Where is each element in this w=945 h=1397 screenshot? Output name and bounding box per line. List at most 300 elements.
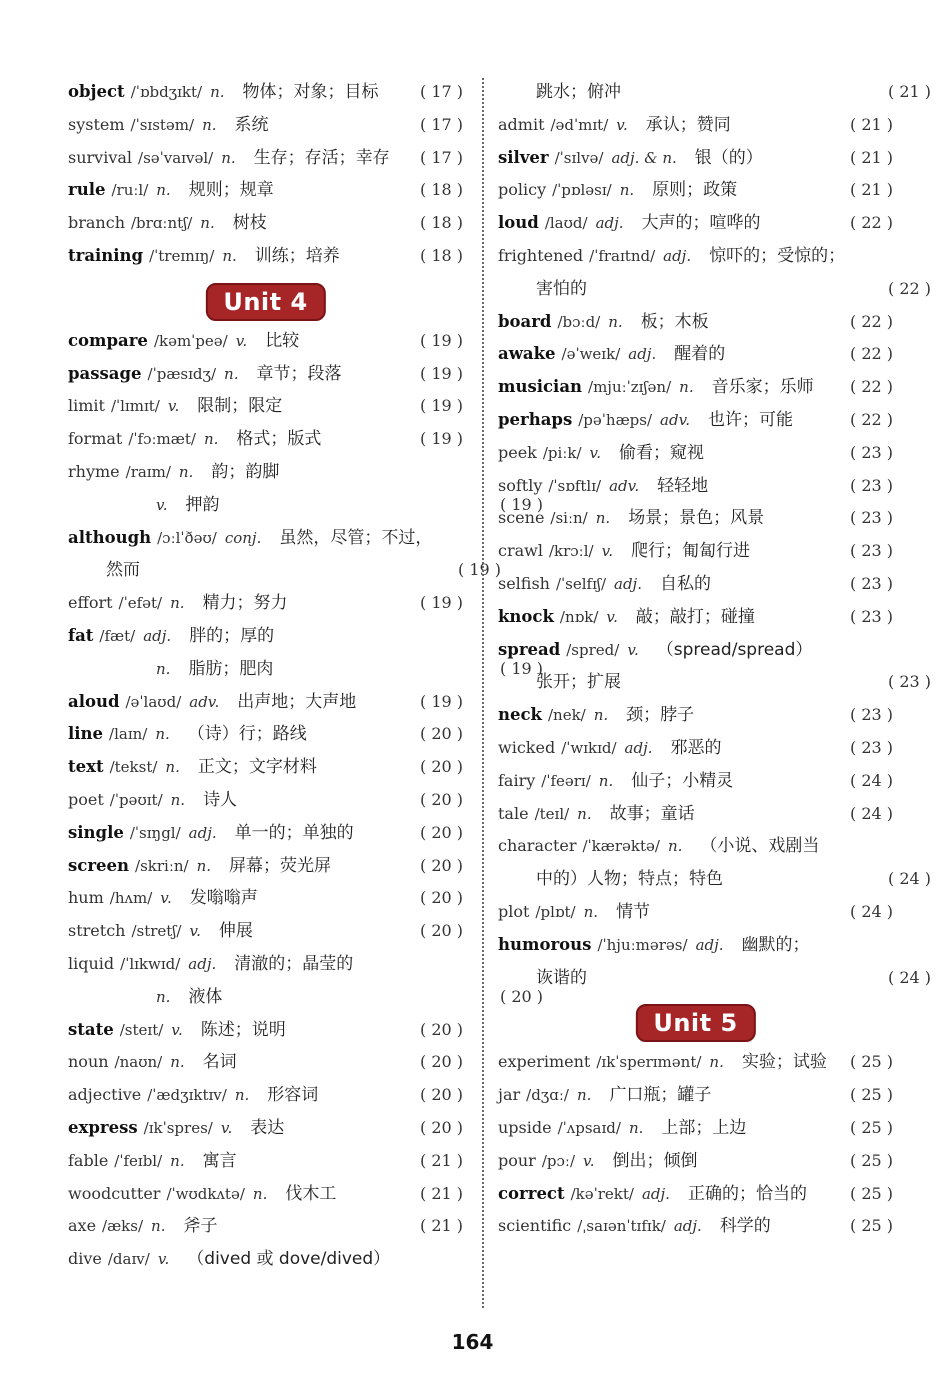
entry-meaning: 正确的；恰当的 [687, 1183, 807, 1204]
entry-phonetic: /pəˈhæps/ [578, 411, 653, 429]
entry-word: rhyme [68, 462, 120, 481]
vocab-entry [498, 504, 893, 532]
entry-word: woodcutter [68, 1183, 161, 1203]
entry-phonetic: /ˈsɪlvə/ [554, 148, 604, 167]
entry-word: aloud [68, 691, 120, 711]
entry-pos: v. [160, 889, 172, 908]
entry-word: admit [498, 114, 545, 134]
entry-page-ref: ( 23 ) [849, 574, 893, 593]
entry-meaning: 物体；对象；目标 [242, 82, 379, 102]
vocab-entry [498, 1180, 893, 1208]
entry-phonetic: /əˈweɪk/ [561, 345, 621, 364]
entry-meaning: （诗）行；路线 [187, 724, 307, 745]
entry-pos: adj. [628, 345, 657, 364]
entry-page-ref: ( 20 ) [419, 790, 463, 809]
entry-phonetic: /ˈselfɪʃ/ [555, 575, 607, 593]
entry-phonetic: /ˌsaɪənˈtɪfɪk/ [577, 1217, 666, 1236]
vocab-entry [498, 570, 893, 598]
vocab-entry [68, 360, 463, 388]
entry-phonetic: /piːk/ [542, 443, 582, 462]
entry-pos: n. [178, 463, 194, 481]
vocab-entry [68, 1016, 463, 1044]
vocab-entry [498, 242, 893, 270]
entry-pos: n. [595, 509, 611, 528]
vocab-entry [68, 688, 463, 716]
entry-continuation [68, 491, 543, 519]
vocab-entry [498, 898, 893, 926]
entry-page-ref: ( 25 ) [849, 1150, 893, 1170]
entry-page-ref: ( 19 ) [419, 330, 463, 350]
vocab-entry [498, 832, 893, 860]
entry-page-ref: ( 24 ) [887, 869, 931, 889]
entry-pos: n. [224, 364, 239, 383]
entry-page-ref: ( 20 ) [419, 855, 463, 875]
vocab-entry [498, 701, 893, 729]
entry-phonetic: /hʌm/ [109, 889, 153, 908]
entry-phonetic: /teɪl/ [534, 804, 570, 823]
entry-meaning: （小说、戏剧当 [700, 836, 820, 857]
entry-pos: n. [709, 1053, 724, 1072]
entry-phonetic: /ˈpəʊɪt/ [109, 791, 163, 809]
entry-word: loud [498, 213, 539, 233]
entry-phonetic: /ruːl/ [111, 181, 149, 200]
entry-page-ref: ( 22 ) [849, 311, 893, 331]
entry-word: although [68, 527, 152, 547]
entry-pos: n. [200, 214, 215, 233]
entry-pos: n. [593, 706, 609, 725]
entry-word: frightened [498, 246, 584, 265]
entry-word: tale [498, 803, 529, 823]
entry-meaning: 章节；段落 [256, 363, 342, 384]
entry-word: effort [68, 593, 113, 613]
entry-page-ref: ( 20 ) [419, 921, 463, 941]
entry-phonetic: /səˈvaɪvəl/ [138, 148, 214, 167]
entry-meaning: 限制；限定 [197, 396, 283, 417]
entry-meaning: 张开；扩展 [536, 672, 621, 693]
entry-meaning: 寓言 [202, 1150, 237, 1171]
entry-phonetic: /ədˈmɪt/ [550, 115, 609, 134]
entry-meaning: 出声地；大声地 [237, 691, 357, 712]
entry-phonetic: /steɪt/ [119, 1020, 164, 1039]
vocab-entry [498, 111, 893, 139]
entry-phonetic: /ˈsɪstəm/ [130, 115, 195, 134]
entry-meaning: 脂肪；肥肉 [188, 658, 274, 679]
vocab-entry [68, 392, 463, 420]
entry-continuation [68, 983, 543, 1011]
entry-word: fable [68, 1150, 109, 1170]
entry-continuation [68, 655, 543, 683]
entry-meaning: （dived 或 dove/dived） [187, 1249, 391, 1270]
entry-word: text [68, 757, 104, 777]
entry-word: noun [68, 1052, 109, 1072]
entry-page-ref: ( 21 ) [419, 1216, 463, 1236]
entry-phonetic: /ˈefət/ [118, 594, 163, 613]
entry-page-ref: ( 25 ) [849, 1085, 893, 1105]
entry-page-ref: ( 18 ) [419, 246, 463, 265]
entry-meaning: 大声的；喧哗的 [641, 213, 761, 234]
vocab-entry [68, 786, 463, 814]
entry-page-ref: ( 25 ) [849, 1118, 893, 1137]
entry-pos: adj. [673, 1217, 702, 1236]
entry-meaning: 情节 [616, 902, 650, 922]
entry-pos: v. [157, 1250, 170, 1269]
entry-word: stretch [68, 921, 126, 941]
entry-pos: n. [619, 181, 635, 200]
entry-word: training [68, 246, 144, 265]
vocab-entry [68, 852, 463, 880]
entry-meaning: 颈；脖子 [626, 705, 695, 726]
entry-page-ref: ( 21 ) [419, 1183, 463, 1203]
entry-phonetic: /ˈlɪmɪt/ [110, 397, 160, 416]
entry-page-ref: ( 18 ) [419, 213, 463, 233]
entry-pos: adj. [595, 214, 624, 233]
vocab-entry [498, 373, 893, 401]
entry-pos: adj. [143, 627, 172, 645]
vocab-entry [498, 767, 893, 795]
entry-phonetic: /siːn/ [550, 509, 588, 528]
entry-page-ref: ( 18 ) [419, 180, 463, 200]
vocab-entry [68, 950, 463, 978]
entry-page-ref: ( 21 ) [419, 1150, 463, 1170]
entry-pos: n. [583, 903, 598, 921]
entry-pos: n. [667, 837, 683, 856]
entry-phonetic: /ˈædʒɪktɪv/ [147, 1086, 227, 1105]
vocab-entry [498, 1147, 893, 1175]
entry-word: format [68, 429, 123, 449]
entry-meaning: 训练；培养 [254, 246, 340, 266]
entry-meaning: 实验；试验 [741, 1052, 827, 1073]
entry-meaning: 伐木工 [285, 1183, 337, 1204]
entry-page-ref: ( 23 ) [887, 672, 931, 692]
entry-phonetic: /ˈpɒləsɪ/ [552, 181, 612, 200]
entry-page-ref: ( 19 ) [457, 560, 501, 580]
entry-word: character [498, 836, 577, 856]
entry-meaning: 也许；可能 [708, 410, 794, 430]
entry-pos: v. [589, 443, 601, 462]
entry-meaning: 爬行；匍匐行进 [631, 541, 751, 562]
entry-word: humorous [498, 934, 592, 954]
entry-meaning: 陈述；说明 [200, 1019, 286, 1040]
entry-word: fat [68, 626, 94, 645]
entry-pos: adj. [641, 1184, 670, 1203]
entry-word: poet [68, 790, 104, 809]
vocab-entry [498, 800, 893, 828]
column-divider [482, 78, 484, 1308]
entry-pos: n. [679, 378, 694, 397]
entry-phonetic: /nek/ [547, 706, 586, 725]
vocab-entry [498, 1081, 893, 1109]
entry-pos: v. [235, 331, 248, 350]
vocab-entry [68, 720, 463, 748]
entry-phonetic: /nɒk/ [559, 607, 599, 626]
entry-page-ref: ( 25 ) [849, 1183, 893, 1203]
entry-phonetic: /bɔːd/ [557, 312, 601, 331]
entry-page-ref: ( 23 ) [849, 541, 893, 561]
entry-continuation [498, 275, 931, 303]
entry-page-ref: ( 22 ) [849, 410, 893, 429]
entry-phonetic: /ˈsɒftlɪ/ [548, 476, 602, 495]
entry-phonetic: /kəˈrekt/ [570, 1184, 634, 1203]
entry-pos: conj. [224, 528, 262, 547]
entry-page-ref: ( 25 ) [849, 1052, 893, 1072]
entry-word: musician [498, 377, 583, 397]
entry-pos: n. [156, 659, 171, 678]
entry-pos: v. [220, 1119, 233, 1137]
entry-pos: v. [167, 397, 180, 416]
entry-word: perhaps [498, 410, 573, 429]
entry-page-ref: ( 24 ) [849, 902, 893, 921]
entry-pos: n. [151, 1217, 166, 1236]
vocab-entry [68, 458, 463, 486]
entry-phonetic: /brɑːntʃ/ [131, 214, 193, 233]
entry-meaning: 发嗡嗡声 [189, 888, 258, 909]
entry-meaning: 倒出；倾倒 [612, 1150, 698, 1171]
entry-meaning: 板；木板 [640, 311, 709, 332]
entry-phonetic: /əˈlaʊd/ [125, 692, 182, 711]
vocab-entry [498, 734, 893, 762]
entry-meaning: 形容词 [267, 1085, 319, 1106]
entry-meaning: 广口瓶；罐子 [609, 1085, 712, 1106]
entry-meaning: 正文；文字材料 [197, 757, 317, 778]
entry-phonetic: /mjuːˈzɪʃən/ [588, 378, 672, 397]
entry-pos: n. [156, 181, 171, 200]
entry-phonetic: /skriːn/ [135, 856, 189, 875]
entry-word: silver [498, 147, 549, 167]
entry-word: object [68, 82, 125, 101]
entry-meaning: 敲；敲打；碰撞 [635, 606, 755, 627]
entry-page-ref: ( 19 ) [419, 691, 463, 711]
entry-pos: n. [156, 987, 171, 1006]
entry-pos: n. [170, 594, 185, 613]
entry-continuation [498, 78, 931, 106]
entry-meaning: 惊吓的；受惊的； [709, 246, 846, 266]
entry-word: hum [68, 888, 104, 908]
entry-pos: adj. & n. [611, 148, 677, 167]
entry-pos: n. [196, 856, 212, 875]
vocab-entry [498, 537, 893, 565]
entry-word: scene [498, 508, 545, 528]
vocab-entry [498, 340, 893, 368]
vocab-entry [498, 636, 893, 664]
vocab-entry [68, 1180, 463, 1208]
entry-meaning: 邪恶的 [670, 738, 722, 758]
entry-pos: v. [171, 1020, 183, 1039]
entry-meaning: 比较 [265, 330, 300, 351]
vocab-entry [68, 753, 463, 781]
entry-page-ref: ( 21 ) [849, 147, 893, 167]
entry-word: dive [68, 1249, 102, 1269]
entry-meaning: 屏幕；荧光屏 [229, 855, 332, 876]
entry-page-ref: ( 17 ) [419, 147, 463, 167]
entry-meaning: 诗人 [203, 790, 238, 810]
entry-page-ref: ( 23 ) [849, 475, 893, 495]
entry-word: system [68, 114, 125, 134]
entry-pos: n. [203, 430, 219, 449]
entry-page-ref: ( 20 ) [419, 1118, 463, 1137]
entry-page-ref: ( 23 ) [849, 738, 893, 757]
entry-pos: n. [598, 771, 614, 790]
vocab-entry [498, 1048, 893, 1076]
entry-pos: n. [628, 1119, 644, 1137]
entry-meaning: 虽然，尽管；不过， [279, 527, 433, 548]
entry-phonetic: /fæt/ [99, 627, 136, 645]
entry-pos: adj. [624, 739, 653, 757]
entry-meaning: 精力；努力 [202, 593, 288, 614]
entry-pos: adj. [695, 935, 724, 954]
vocab-entry [68, 144, 463, 172]
entry-pos: adj. [614, 575, 642, 593]
entry-pos: n. [234, 1086, 250, 1105]
entry-phonetic: /spred/ [566, 640, 620, 659]
vocab-entry [498, 406, 893, 434]
entry-phonetic: /laʊd/ [544, 214, 588, 233]
vocab-entry [498, 603, 893, 631]
entry-page-ref: ( 23 ) [849, 442, 893, 462]
entry-word: awake [498, 344, 556, 364]
entry-phonetic: /ˈkærəktə/ [582, 837, 660, 856]
entry-continuation [68, 556, 501, 584]
entry-word: passage [68, 363, 142, 383]
entry-phonetic: /ˈsɪŋgl/ [129, 823, 181, 842]
entry-pos: n. [221, 148, 236, 167]
entry-page-ref: ( 20 ) [419, 1052, 463, 1072]
entry-continuation [498, 668, 931, 696]
entry-meaning: 音乐家；乐师 [711, 377, 814, 398]
entry-meaning: 场景；景色；风景 [628, 508, 765, 529]
entry-meaning: 中的）人物；特点；特色 [536, 869, 723, 890]
entry-page-ref: ( 22 ) [849, 344, 893, 364]
entry-phonetic: /ˈfeərɪ/ [541, 771, 591, 790]
entry-meaning: 害怕的 [536, 278, 587, 299]
entry-word: policy [498, 180, 547, 200]
entry-meaning: 名词 [202, 1052, 237, 1073]
entry-phonetic: /ˈtreɪnɪŋ/ [149, 247, 215, 265]
entry-pos: v. [627, 640, 639, 659]
entry-word: fairy [498, 770, 536, 790]
entry-page-ref: ( 19 ) [419, 593, 463, 613]
entry-meaning: 押韵 [185, 494, 220, 515]
entry-word: pour [498, 1150, 536, 1170]
entry-word: state [68, 1019, 114, 1039]
entry-page-ref: ( 23 ) [849, 508, 893, 528]
entry-pos: adj. [663, 247, 692, 265]
entry-page-ref: ( 21 ) [887, 82, 931, 101]
entry-meaning: 醒着的 [674, 344, 726, 365]
vocab-entry [68, 1048, 463, 1076]
entry-page-ref: ( 19 ) [419, 363, 463, 383]
entry-phonetic: /daɪv/ [107, 1250, 150, 1269]
entry-meaning: 清澈的；晶莹的 [234, 954, 354, 974]
entry-page-ref: ( 21 ) [849, 114, 893, 134]
entry-meaning: 幽默的； [741, 934, 810, 955]
entry-word: rule [68, 180, 106, 200]
entry-page-ref: ( 20 ) [419, 1085, 463, 1105]
entry-meaning: 上部；上边 [661, 1118, 747, 1138]
entry-meaning: 树枝 [232, 213, 267, 234]
vocab-entry [68, 622, 463, 650]
vocab-entry [68, 327, 463, 355]
entry-page-ref: ( 20 ) [499, 986, 543, 1006]
entry-meaning: 胖的；厚的 [189, 626, 275, 646]
entry-word: compare [68, 330, 148, 350]
entry-phonetic: /ɔːlˈðəʊ/ [157, 528, 217, 547]
vocab-entry [68, 78, 463, 106]
entry-phonetic: /ˈpæsɪdʒ/ [147, 364, 217, 383]
entry-phonetic: /ˈfɔːmæt/ [128, 430, 196, 449]
entry-page-ref: ( 19 ) [499, 494, 543, 514]
entry-page-ref: ( 24 ) [887, 967, 931, 987]
entry-pos: n. [170, 1151, 185, 1170]
entry-phonetic: /kəmˈpeə/ [153, 331, 228, 350]
entry-page-ref: ( 24 ) [849, 770, 893, 790]
entry-pos: n. [222, 247, 237, 265]
vocab-entry [68, 242, 463, 270]
page-number: 164 [451, 1330, 494, 1354]
entry-page-ref: ( 22 ) [887, 278, 931, 298]
vocab-entry [68, 111, 463, 139]
entry-word: peek [498, 442, 537, 462]
entry-word: liquid [68, 954, 115, 973]
unit-heading: Unit 4 [205, 283, 325, 321]
entry-page-ref: ( 19 ) [419, 429, 463, 449]
entry-pos: n. [202, 115, 217, 134]
entry-meaning: 韵；韵脚 [211, 462, 280, 482]
entry-page-ref: ( 25 ) [849, 1216, 893, 1236]
entry-word: adjective [68, 1085, 142, 1105]
entry-page-ref: ( 20 ) [419, 1019, 463, 1039]
entry-pos: v. [601, 542, 614, 561]
vocab-entry [498, 472, 893, 500]
entry-page-ref: ( 19 ) [499, 658, 543, 678]
entry-word: branch [68, 213, 125, 233]
entry-word: correct [498, 1183, 565, 1203]
entry-page-ref: ( 17 ) [419, 114, 463, 134]
entry-pos: adj. [188, 823, 217, 842]
entry-continuation [498, 964, 931, 992]
entry-word: crawl [498, 541, 543, 561]
entry-phonetic: /tekst/ [109, 758, 158, 777]
entry-meaning: （spread/spread） [656, 639, 813, 660]
entry-phonetic: /ˈwʊdkʌtə/ [166, 1184, 245, 1203]
entry-page-ref: ( 22 ) [849, 213, 893, 233]
entry-meaning: 仙子；小精灵 [631, 770, 734, 791]
entry-continuation [498, 865, 931, 893]
entry-phonetic: /ˈwɪkɪd/ [561, 739, 617, 757]
entry-phonetic: /ɪkˈspres/ [143, 1119, 213, 1137]
vocab-entry [498, 308, 893, 336]
entry-pos: v. [156, 495, 168, 514]
entry-pos: n. [170, 791, 186, 809]
entry-word: experiment [498, 1052, 591, 1072]
entry-meaning: 科学的 [719, 1216, 771, 1237]
entry-word: express [68, 1118, 138, 1137]
entry-meaning: 然而 [106, 560, 140, 581]
vocab-entry [498, 176, 893, 204]
entry-page-ref: ( 21 ) [849, 180, 893, 200]
vocab-entry [498, 1212, 893, 1240]
entry-word: upside [498, 1118, 552, 1137]
entry-phonetic: /ˈhjuːmərəs/ [597, 935, 688, 954]
vocab-entry [498, 1114, 893, 1142]
entry-word: selfish [498, 574, 550, 593]
entry-pos: n. [170, 1053, 185, 1072]
entry-meaning: 斧子 [183, 1216, 218, 1237]
entry-meaning: 系统 [234, 114, 269, 135]
entry-meaning: 伸展 [218, 921, 253, 942]
entry-page-ref: ( 24 ) [849, 803, 893, 823]
entry-meaning: 诙谐的 [536, 967, 587, 988]
entry-meaning: 承认；赞同 [645, 114, 731, 135]
